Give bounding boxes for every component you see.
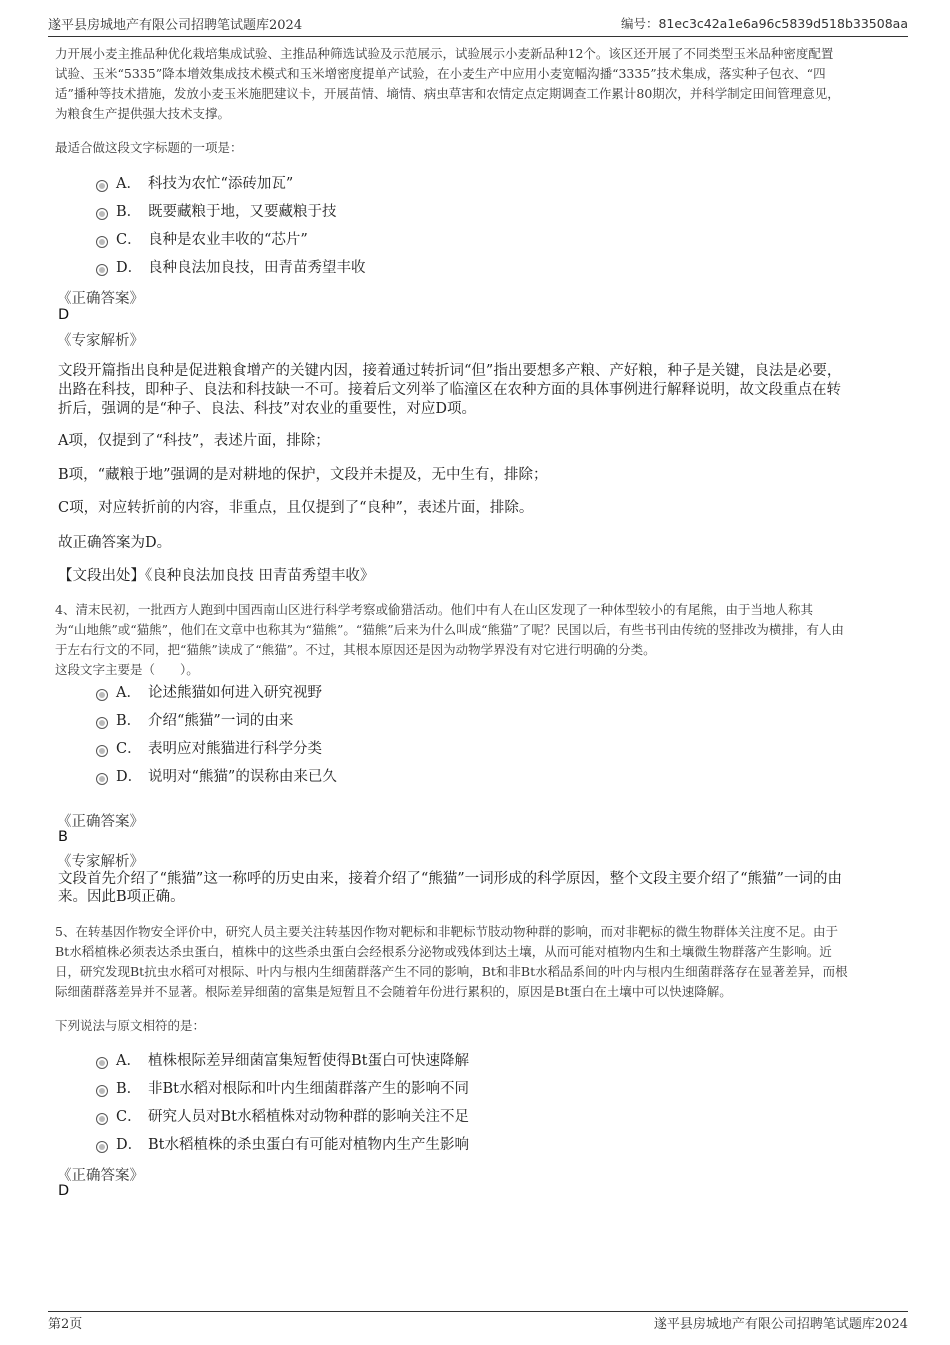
q5-answer-label: 《正确答案》: [57, 1168, 144, 1184]
radio-icon[interactable]: [96, 236, 108, 248]
q5-option-d[interactable]: D． Bt水稻植株的杀虫蛋白有可能对植物内生产生影响: [96, 1135, 469, 1155]
q4-answer: B: [58, 829, 68, 845]
radio-icon[interactable]: [96, 264, 108, 276]
q5-option-a[interactable]: A． 植株根际差异细菌富集短暂使得Bt蛋白可快速降解: [96, 1051, 469, 1071]
q3-option-a[interactable]: A． 科技为农忙“添砖加瓦”: [96, 174, 293, 194]
footer-title: 遂平县房城地产有限公司招聘笔试题库2024: [653, 1317, 908, 1332]
q4-question: 这段文字主要是（ ）。: [55, 662, 199, 677]
q3-explain-a: A项，仅提到了“科技”，表述片面，排除；: [58, 433, 330, 449]
q4-option-a[interactable]: A． 论述熊猫如何进入研究视野: [96, 683, 322, 703]
q4-option-c[interactable]: C． 表明应对熊猫进行科学分类: [96, 739, 322, 759]
q5-question: 下列说法与原文相符的是：: [55, 1018, 206, 1033]
q3-option-c[interactable]: C． 良种是农业丰收的“芯片”: [96, 230, 308, 250]
q3-explain-c: C项，对应转折前的内容，非重点，且仅提到了“良种”，表述片面，排除。: [58, 500, 534, 516]
q3-source: 【文段出处】《良种良法加良技 田青苗秀望丰收》: [58, 568, 375, 584]
q3-explain-b: B项，“藏粮于地”强调的是对耕地的保护，文段并未提及，无中生有，排除；: [58, 467, 548, 483]
q4-option-b[interactable]: B． 介绍“熊猫”一词的由来: [96, 711, 293, 731]
header-title: 遂平县房城地产有限公司招聘笔试题库2024: [48, 18, 303, 33]
q5-passage-line: 际细菌群落差异并不显著。根际差异细菌的富集是短暂且不会随着年份进行累积的，原因是Bt蛋白在土壤中可以快速降解。: [55, 984, 732, 999]
q3-analysis-line: 出路在科技，即种子、良法和科技缺一不可。接着后文列举了临潼区在农种方面的具体事例进行解释说明，故文段重点在转: [58, 382, 841, 398]
q5-passage-line: Bt水稻植株必须表达杀虫蛋白，植株中的这些杀虫蛋白会经根系分泌物或残体到达土壤，从而可能对植物内生和土壤微生物群落产生影响。近: [55, 944, 832, 959]
q3-question: 最适合做这段文字标题的一项是：: [55, 140, 243, 155]
footer-divider: [48, 1311, 908, 1312]
radio-icon[interactable]: [96, 1057, 108, 1069]
q3-passage-line: 试验、玉米“5335”降本增效集成技术模式和玉米增密度提单产试验，在小麦生产中应用小麦宽幅沟播“3335”技术集成，落实种子包衣、“四: [55, 66, 826, 81]
q4-passage-line: 于左右行文的不同，把“猫熊”读成了“熊猫”。不过，其根本原因还是因为动物学界没有对它进行明确的分类。: [55, 642, 656, 657]
q3-analysis-label: 《专家解析》: [57, 333, 144, 349]
q5-answer: D: [58, 1183, 70, 1199]
radio-icon[interactable]: [96, 1141, 108, 1153]
radio-icon[interactable]: [96, 208, 108, 220]
q3-conclusion: 故正确答案为D。: [58, 535, 172, 551]
q5-passage-line: 日，研究发现Bt抗虫水稻可对根际、叶内与根内生细菌群落产生不同的影响，Bt和非Bt水稻品系间的叶内与根内生细菌群落存在显著差异，而根: [55, 964, 848, 979]
q3-passage-line: 为粮食生产提供强大技术支撑。: [55, 106, 231, 121]
page-number: 第2页: [48, 1317, 83, 1332]
q5-option-b[interactable]: B． 非Bt水稻对根际和叶内生细菌群落产生的影响不同: [96, 1079, 469, 1099]
radio-icon[interactable]: [96, 1085, 108, 1097]
header-divider: [48, 36, 908, 37]
document-code: 编号：81ec3c42a1e6a96c5839d518b33508aa: [620, 16, 908, 31]
q3-answer: D: [58, 307, 70, 323]
q5-option-c[interactable]: C． 研究人员对Bt水稻植株对动物种群的影响关注不足: [96, 1107, 469, 1127]
q5-passage-line: 5、在转基因作物安全评价中，研究人员主要关注转基因作物对靶标和非靶标节肢动物种群的影响，而对非靶标的微生物群体关注度不足。由于: [55, 924, 838, 939]
radio-icon[interactable]: [96, 717, 108, 729]
q3-answer-label: 《正确答案》: [57, 291, 144, 307]
q4-option-d[interactable]: D． 说明对“熊猫”的误称由来已久: [96, 767, 337, 787]
q4-answer-label: 《正确答案》: [57, 814, 144, 830]
radio-icon[interactable]: [96, 1113, 108, 1125]
q3-option-b[interactable]: B． 既要藏粮于地，又要藏粮于技: [96, 202, 337, 222]
q3-option-d[interactable]: D． 良种良法加良技，田青苗秀望丰收: [96, 258, 366, 278]
radio-icon[interactable]: [96, 180, 108, 192]
radio-icon[interactable]: [96, 745, 108, 757]
q3-analysis-line: 文段开篇指出良种是促进粮食增产的关键内因，接着通过转折词“但”指出要想多产粮、产好粮，种子是关键，良法是必要，: [58, 363, 842, 379]
q4-analysis-line: 来。因此B项正确。: [58, 889, 185, 905]
q3-passage-line: 力开展小麦主推品种优化栽培集成试验、主推品种筛选试验及示范展示，试验展示小麦新品种12个。该区还开展了不同类型玉米品种密度配置: [55, 46, 834, 61]
q4-passage-line: 4、清末民初，一批西方人跑到中国西南山区进行科学考察或偷猎活动。他们中有人在山区发现了一种体型较小的有尾熊，由于当地人称其: [55, 602, 813, 617]
q3-passage-line: 适”播种等技术措施，发放小麦玉米施肥建议卡，开展苗情、墒情、病虫草害和农情定点定期调查工作累计80期次，并科学制定田间管理意见，: [55, 86, 840, 101]
q4-passage-line: 为“山地熊”或“猫熊”，他们在文章中也称其为“猫熊”。“猫熊”后来为什么叫成“熊猫”了呢？民国以后，有些书刊由传统的竖排改为横排，有人由: [55, 622, 844, 637]
q3-analysis-line: 折后，强调的是“种子、良法、科技”对农业的重要性，对应D项。: [58, 401, 476, 417]
radio-icon[interactable]: [96, 689, 108, 701]
q4-analysis-line: 文段首先介绍了“熊猫”这一称呼的历史由来，接着介绍了“熊猫”一词形成的科学原因，整个文段主要介绍了“熊猫”一词的由: [58, 871, 842, 887]
q4-analysis-label: 《专家解析》: [57, 854, 144, 870]
radio-icon[interactable]: [96, 773, 108, 785]
